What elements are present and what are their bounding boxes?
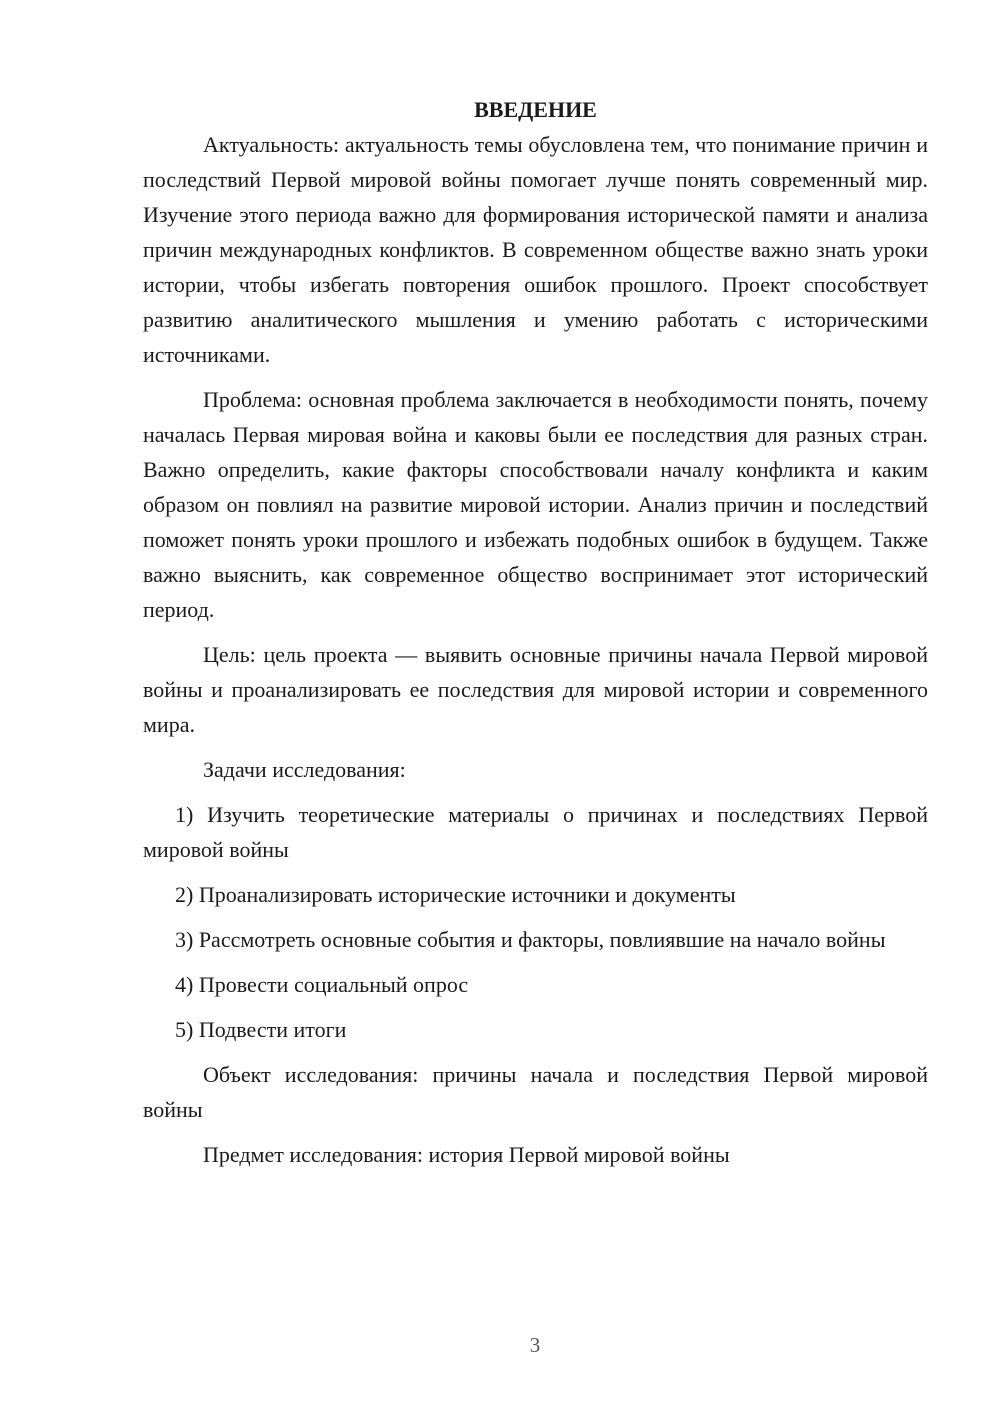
paragraph-problem: Проблема: основная проблема заключается в необходимости понять, почему началась Первая мировая война и каковы были ее последствия для разных стран. Важно определить, какие факторы способствовали началу конфликта и каким образом он повлиял на развитие мировой истории. Анализ причин и последствий поможет понять уроки прошлого и избежать подобных ошибок в будущем. Также важно выяснить, как современное общество воспринимает этот исторический период. <box>143 387 928 622</box>
tasks-heading: Задачи исследования: <box>203 757 406 782</box>
paragraph-object: Объект исследования: причины начала и последствия Первой мировой войны <box>143 1062 928 1122</box>
task-item-4: 4) Провести социальный опрос <box>175 972 469 997</box>
document-page <box>143 92 928 1182</box>
task-item-3: 3) Рассмотреть основные события и факторы, повлиявшие на начало войны <box>175 927 886 952</box>
page-number: 3 <box>529 1333 541 1357</box>
task-item-5: 5) Подвести итоги <box>175 1017 347 1042</box>
paragraph-goal: Цель: цель проекта — выявить основные причины начала Первой мировой войны и проанализировать ее последствия для мировой истории и современного мира. <box>143 642 928 737</box>
section-title: ВВЕДЕНИЕ <box>474 97 597 122</box>
paragraph-relevance: Актуальность: актуальность темы обусловлена тем, что понимание причин и последствий Первой мировой войны помогает лучше понять современный мир. Изучение этого периода важно для формирования исторической памяти и анализа причин международных конфликтов. В современном обществе важно знать уроки истории, чтобы избегать повторения ошибок прошлого. Проект способствует развитию аналитического мышления и умению работать с историческими источниками. <box>143 132 928 367</box>
task-item-2: 2) Проанализировать исторические источники и документы <box>175 882 736 907</box>
paragraph-subject: Предмет исследования: история Первой мировой войны <box>203 1142 730 1167</box>
task-item-1: 1) Изучить теоретические материалы о причинах и последствиях Первой мировой войны <box>143 802 928 862</box>
